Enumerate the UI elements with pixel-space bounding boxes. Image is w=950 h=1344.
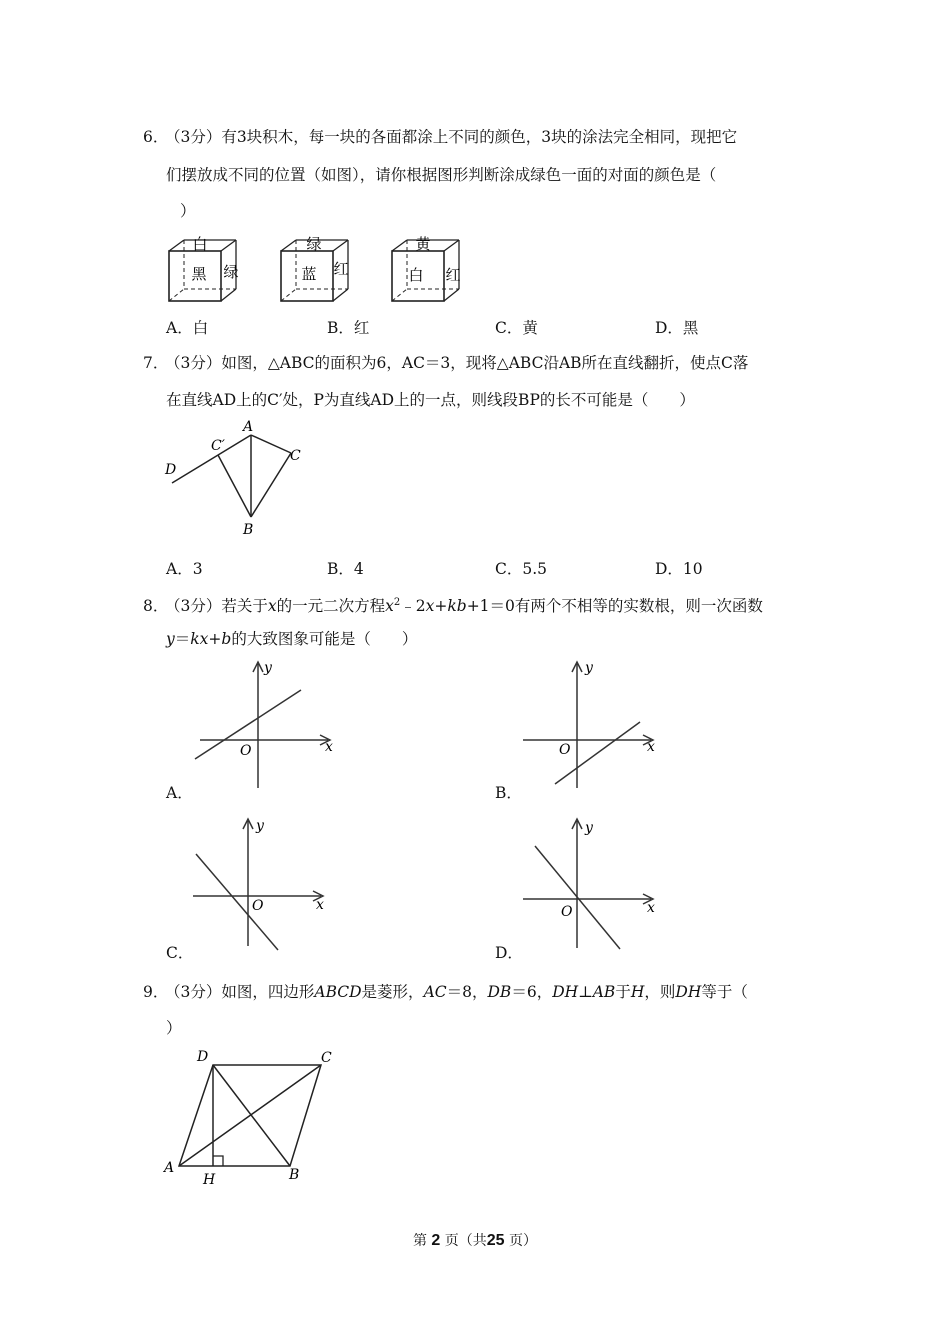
q8-option-c: C． — [166, 944, 194, 962]
q8-sup: 2 — [393, 597, 401, 608]
q7-option-a: A．3 — [166, 560, 203, 578]
graph-a-x-label: x — [325, 739, 333, 755]
cube-1-top-label: 白 — [192, 235, 208, 253]
q9-abcd: ABCD — [314, 983, 362, 1001]
q8-option-a: A． — [166, 784, 193, 802]
q9-text-m: ，则 — [644, 983, 676, 1001]
graph-c-origin: O — [252, 898, 264, 914]
q8-graph-d — [515, 816, 675, 960]
cube-1-side-label: 绿 — [223, 263, 239, 281]
q6-option-a: A．白 — [166, 319, 209, 337]
q7-label-b: B — [243, 522, 254, 538]
q9-perp: ⊥ — [578, 983, 593, 1001]
q8-graph-a — [188, 656, 348, 800]
q7-line1 — [143, 353, 748, 373]
q9-label-c: C — [321, 1050, 332, 1066]
q8-text-d: x+kb — [425, 597, 467, 616]
q8-graph-b — [515, 656, 675, 800]
q8-text-e: +1＝0有两个不相等的实数根，则一次函数 — [466, 597, 763, 616]
graph-c-y-label: y — [256, 818, 264, 834]
footer-page-number: 2 — [431, 1232, 441, 1249]
q8-kxb: kx+b — [190, 630, 232, 648]
q9-dh-2: DH — [675, 983, 702, 1001]
q8-text-f: 的大致图象可能是（ ） — [231, 630, 418, 648]
graph-a-y-label: y — [264, 660, 272, 676]
cube-1-front-label: 黑 — [191, 265, 207, 283]
cube-2-side-label: 红 — [333, 260, 349, 278]
graph-d-y-label: y — [585, 820, 593, 836]
q7-line2: 在直线AD上的C′处，P为直线AD上的一点，则线段BP的长不可能是（ ） — [166, 391, 695, 409]
q9-text-c: 是菱形， — [361, 983, 424, 1001]
q9-ac: AC — [423, 983, 447, 1001]
cube-3-side-label: 红 — [445, 266, 461, 284]
q6-line2: 们摆放成不同的位置（如图），请你根据图形判断涂成绿色一面的对面的颜色是（ — [166, 166, 717, 184]
q9-label-b: B — [289, 1167, 300, 1183]
q9-text-a: （3分）如图，四边形 — [165, 983, 315, 1001]
q8-text-a: （3分）若关于 — [165, 597, 268, 616]
q9-label-h: H — [203, 1172, 216, 1188]
q7-option-c: C．5.5 — [495, 560, 548, 578]
q6-option-c: C．黄 — [495, 319, 538, 337]
cube-2 — [281, 235, 349, 301]
q6-option-d: D．黑 — [655, 319, 699, 337]
q8-option-b: B． — [495, 784, 522, 802]
q9-text-g: ＝6， — [511, 983, 553, 1001]
q7-triangle-figure — [160, 412, 320, 546]
footer-post: 页） — [509, 1233, 538, 1249]
q7-option-d: D．10 — [655, 560, 703, 578]
footer-pre: 第 — [412, 1233, 427, 1249]
graph-b-origin: O — [559, 742, 571, 758]
cube-3-front-label: 白 — [408, 266, 424, 284]
q9-number: 9． — [143, 983, 169, 1001]
q6-option-b: B．红 — [327, 319, 370, 337]
q9-text-k: 于 — [615, 983, 631, 1001]
graph-d-origin: O — [561, 904, 573, 920]
q8-line2 — [166, 629, 417, 649]
q9-rhombus-figure — [158, 1042, 348, 1196]
q6-line3: ） — [180, 202, 196, 220]
page-footer — [0, 1230, 950, 1250]
q8-option-d: D． — [495, 944, 523, 962]
cube-3-top-label: 黄 — [415, 235, 431, 253]
q7-label-c-prime: C′ — [211, 438, 225, 454]
cube-3 — [392, 235, 461, 301]
cube-1 — [169, 235, 239, 301]
q9-label-a: A — [164, 1160, 175, 1176]
q7-text-1: （3分）如图，△ABC的面积为6，AC＝3，现将△ABC沿AB所在直线翻折，使点C落 — [165, 354, 749, 372]
q8-var-x: x — [267, 597, 277, 616]
q9-db: DB — [487, 983, 512, 1001]
q7-label-c: C — [290, 448, 301, 464]
q9-line1 — [143, 982, 748, 1002]
q6-cubes-figure — [160, 232, 480, 316]
cube-2-front-label: 蓝 — [301, 265, 317, 283]
q6-line1 — [143, 127, 737, 147]
q7-option-b: B．4 — [327, 560, 364, 578]
q6-text-1: （3分）有3块积木，每一块的各面都涂上不同的颜色，3块的涂法完全相同，现把它 — [165, 128, 738, 146]
q8-eq: ＝ — [174, 630, 191, 648]
cube-2-top-label: 绿 — [306, 235, 322, 253]
q9-text-e: ＝8， — [446, 983, 488, 1001]
q9-dh: DH — [552, 983, 579, 1001]
q7-number: 7． — [143, 354, 169, 372]
q8-var-y: y — [166, 630, 175, 648]
graph-d-x-label: x — [647, 900, 655, 916]
q8-text-c: ﹣2 — [400, 597, 426, 616]
q9-h: H — [630, 983, 645, 1001]
q7-label-a: A — [243, 419, 254, 435]
graph-a-origin: O — [240, 743, 252, 759]
q8-text-b: 的一元二次方程 — [276, 597, 386, 616]
q7-label-d: D — [165, 462, 177, 478]
graph-b-y-label: y — [585, 660, 593, 676]
graph-c-x-label: x — [316, 897, 324, 913]
q8-number: 8． — [143, 597, 169, 616]
graph-b-x-label: x — [647, 739, 655, 755]
q8-graph-c — [188, 816, 348, 960]
q9-label-d: D — [197, 1049, 209, 1065]
footer-total-pages: 25 — [486, 1232, 505, 1249]
footer-mid: 页（共 — [444, 1233, 487, 1249]
q9-line2: ） — [166, 1019, 182, 1037]
q8-var-x2: x — [385, 597, 394, 616]
q9-ab: AB — [592, 983, 616, 1001]
q6-number: 6． — [143, 128, 169, 146]
q9-text-o: 等于（ — [701, 983, 748, 1001]
q8-line1 — [143, 593, 763, 616]
